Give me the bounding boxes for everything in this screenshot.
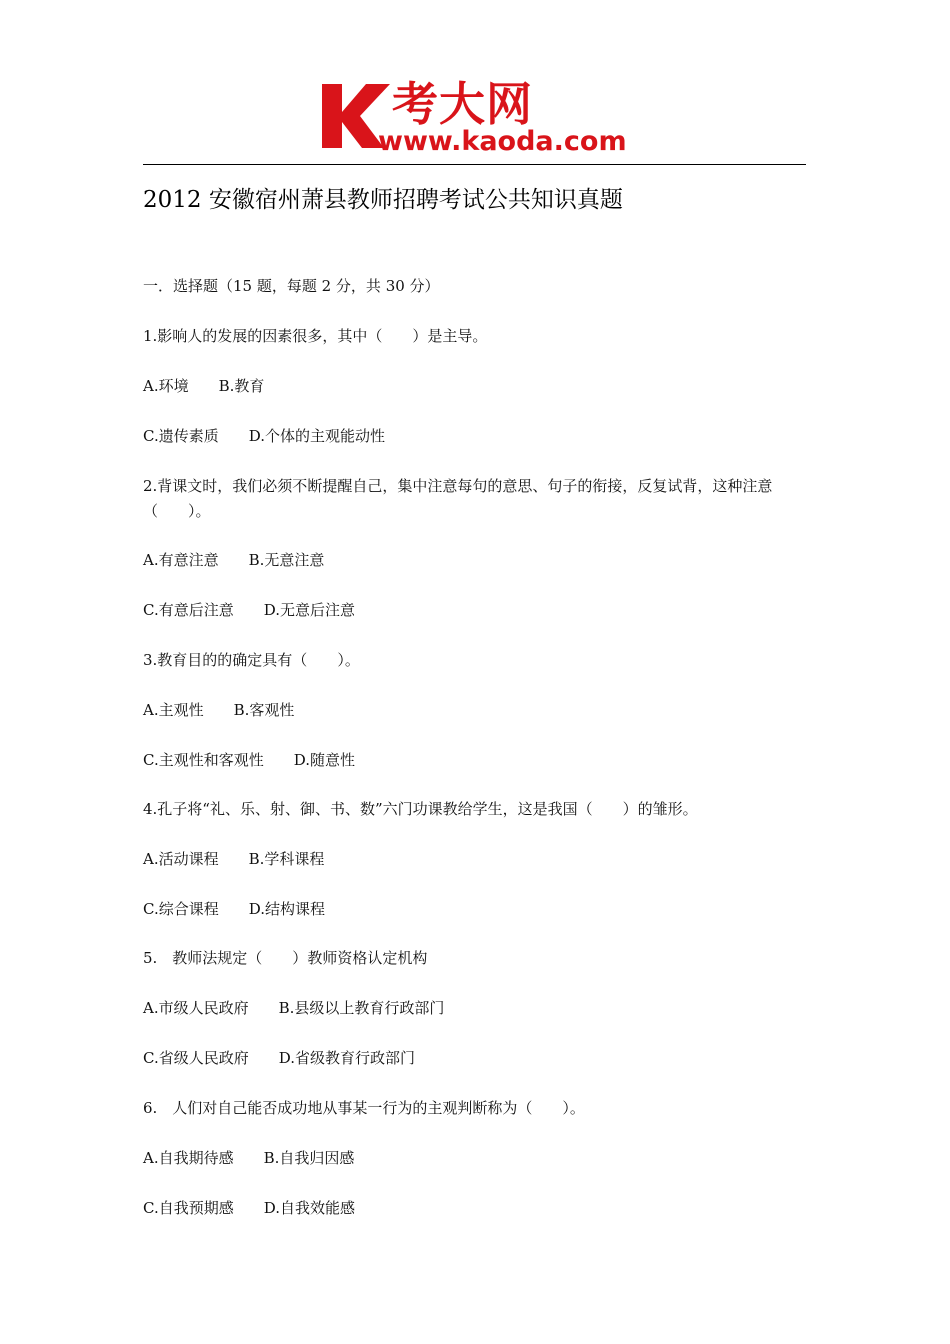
- question-1-stem: 1.影响人的发展的因素很多，其中（ ）是主导。: [143, 327, 488, 345]
- question-6-stem: 6. 人们对自己能否成功地从事某一行为的主观判断称为（ ）。: [143, 1099, 585, 1117]
- question-2-options-ab: A.有意注意 B.无意注意: [143, 551, 325, 569]
- header-rule: [143, 164, 806, 165]
- question-1-options-ab: A.环境 B.教育: [143, 377, 265, 395]
- logo-title: 考大网: [392, 77, 533, 131]
- question-1-options-cd: C.遗传素质 D.个体的主观能动性: [143, 427, 385, 445]
- question-6-options-ab: A.自我期待感 B.自我归因感: [143, 1149, 355, 1167]
- question-4-options-ab: A.活动课程 B.学科课程: [143, 850, 325, 868]
- question-2-stem: 2.背课文时，我们必须不断提醒自己，集中注意每句的意思、句子的衔接，反复试背，这种注意（ ）。: [143, 477, 773, 520]
- question-3-options-cd: C.主观性和客观性 D.随意性: [143, 751, 355, 769]
- question-2-options-cd: C.有意后注意 D.无意后注意: [143, 601, 355, 619]
- question-4-stem: 4.孔子将“礼、乐、射、御、书、数”六门功课教给学生，这是我国（ ）的雏形。: [143, 800, 698, 818]
- question-6-options-cd: C.自我预期感 D.自我效能感: [143, 1199, 355, 1217]
- section-heading: 一．选择题（15 题，每题 2 分，共 30 分）: [143, 277, 440, 295]
- question-4-options-cd: C.综合课程 D.结构课程: [143, 900, 325, 918]
- question-3-stem: 3.教育目的的确定具有（ ）。: [143, 651, 360, 669]
- document-title: 2012 安徽宿州萧县教师招聘考试公共知识真题: [143, 187, 623, 213]
- question-5-options-cd: C.省级人民政府 D.省级教育行政部门: [143, 1049, 415, 1067]
- kaoda-logo: [318, 78, 640, 160]
- logo-url: www.kaoda.com: [378, 126, 627, 157]
- question-3-options-ab: A.主观性 B.客观性: [143, 701, 295, 719]
- question-5-stem: 5. 教师法规定（ ）教师资格认定机构: [143, 949, 428, 967]
- question-5-options-ab: A.市级人民政府 B.县级以上教育行政部门: [143, 999, 445, 1017]
